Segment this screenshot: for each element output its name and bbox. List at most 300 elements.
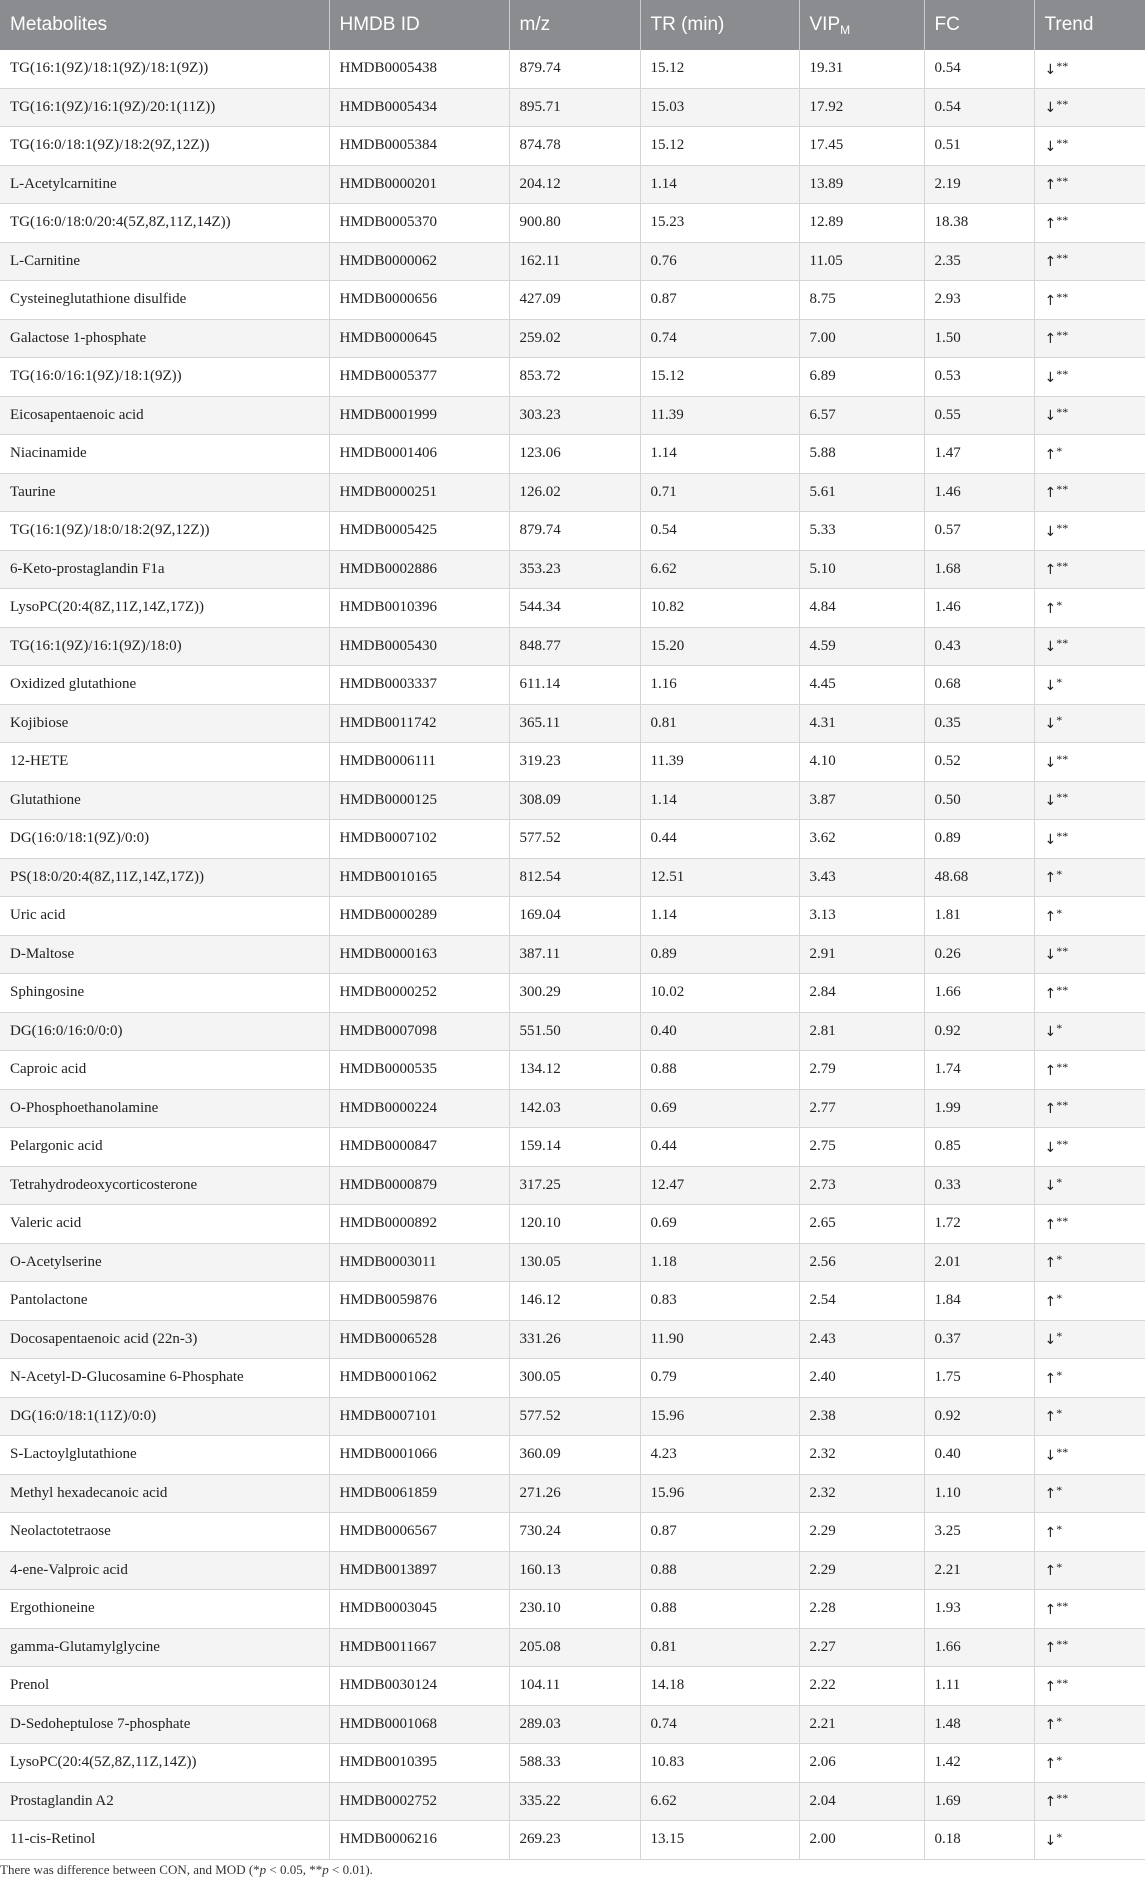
hmdb-id-cell: HMDB0006567 [329,1513,509,1552]
footnote-p1-rest: < 0.05, [266,1862,310,1877]
tr-cell: 0.74 [640,319,799,358]
mz-cell: 879.74 [509,512,640,551]
fc-cell: 1.50 [924,319,1034,358]
significance-stars: ** [1056,58,1069,73]
vip-cell: 4.10 [799,743,924,782]
hmdb-id-cell: HMDB0001406 [329,435,509,474]
vip-cell: 2.43 [799,1320,924,1359]
header-vip-subscript: M [840,22,851,37]
fc-cell: 0.40 [924,1436,1034,1475]
trend-cell [1034,1590,1145,1629]
table-row [0,512,1145,551]
table-row [0,820,1145,859]
vip-cell: 2.29 [799,1551,924,1590]
mz-cell: 874.78 [509,127,640,166]
up-arrow-icon: ↑ [1044,1409,1057,1426]
hmdb-id-cell: HMDB0000125 [329,781,509,820]
tr-cell: 1.14 [640,897,799,936]
fc-cell: 2.19 [924,165,1034,204]
trend-cell [1034,743,1145,782]
fc-cell: 0.55 [924,396,1034,435]
significance-stars: ** [1056,212,1069,227]
hmdb-id-cell: HMDB0010165 [329,858,509,897]
metabolite-cell: Uric acid [0,897,329,936]
fc-cell: 2.93 [924,281,1034,320]
vip-cell: 2.81 [799,1012,924,1051]
significance-stars: ** [1056,790,1069,805]
fc-cell: 0.18 [924,1821,1034,1860]
fc-cell: 0.33 [924,1166,1034,1205]
vip-cell: 2.04 [799,1782,924,1821]
trend-cell [1034,858,1145,897]
up-arrow-icon: ↑ [1044,1601,1057,1618]
tr-cell: 1.18 [640,1243,799,1282]
metabolite-cell: LysoPC(20:4(5Z,8Z,11Z,14Z)) [0,1744,329,1783]
trend-cell [1034,242,1145,281]
significance-stars: ** [1056,135,1069,150]
down-arrow-icon: ↓ [1044,1024,1057,1041]
tr-cell: 0.87 [640,281,799,320]
header-tr: TR (min) [640,0,799,50]
trend-cell [1034,1282,1145,1321]
up-arrow-icon: ↑ [1044,292,1057,309]
vip-cell: 6.57 [799,396,924,435]
metabolite-cell: D-Sedoheptulose 7-phosphate [0,1705,329,1744]
mz-cell: 269.23 [509,1821,640,1860]
table-row [0,1821,1145,1860]
table-row [0,1590,1145,1629]
significance-stars: ** [1056,1059,1069,1074]
fc-cell: 2.35 [924,242,1034,281]
metabolite-cell: O-Acetylserine [0,1243,329,1282]
significance-stars: * [1056,1483,1063,1498]
footnote-p2-rest: < 0.01). [328,1862,373,1877]
mz-cell: 134.12 [509,1051,640,1090]
hmdb-id-cell: HMDB0010395 [329,1744,509,1783]
trend-cell [1034,781,1145,820]
vip-cell: 5.88 [799,435,924,474]
table-row [0,1282,1145,1321]
hmdb-id-cell: HMDB0003011 [329,1243,509,1282]
tr-cell: 1.14 [640,165,799,204]
down-arrow-icon: ↓ [1044,1447,1057,1464]
trend-cell [1034,1782,1145,1821]
metabolite-cell: Pantolactone [0,1282,329,1321]
vip-cell: 13.89 [799,165,924,204]
hmdb-id-cell: HMDB0011667 [329,1628,509,1667]
trend-cell [1034,512,1145,551]
vip-cell: 8.75 [799,281,924,320]
significance-stars: * [1056,597,1063,612]
fc-cell: 48.68 [924,858,1034,897]
tr-cell: 15.12 [640,50,799,88]
significance-stars: ** [1056,97,1069,112]
fc-cell: 0.89 [924,820,1034,859]
header-vip-text: VIP [809,13,841,35]
mz-cell: 588.33 [509,1744,640,1783]
trend-cell [1034,1397,1145,1436]
mz-cell: 259.02 [509,319,640,358]
mz-cell: 879.74 [509,50,640,88]
mz-cell: 331.26 [509,1320,640,1359]
vip-cell: 5.33 [799,512,924,551]
hmdb-id-cell: HMDB0000163 [329,935,509,974]
hmdb-id-cell: HMDB0001068 [329,1705,509,1744]
metabolite-cell: D-Maltose [0,935,329,974]
mz-cell: 123.06 [509,435,640,474]
vip-cell: 5.10 [799,550,924,589]
table-row [0,1359,1145,1398]
vip-cell: 2.91 [799,935,924,974]
metabolite-cell: DG(16:0/18:1(11Z)/0:0) [0,1397,329,1436]
hmdb-id-cell: HMDB0003045 [329,1590,509,1629]
trend-cell [1034,820,1145,859]
header-row [0,0,1145,50]
hmdb-id-cell: HMDB0000251 [329,473,509,512]
trend-cell [1034,1474,1145,1513]
hmdb-id-cell: HMDB0013897 [329,1551,509,1590]
trend-cell [1034,435,1145,474]
vip-cell: 6.89 [799,358,924,397]
header-trend: Trend [1034,0,1145,50]
tr-cell: 15.96 [640,1397,799,1436]
mz-cell: 365.11 [509,704,640,743]
significance-stars: ** [1056,1637,1069,1652]
tr-cell: 1.14 [640,781,799,820]
vip-cell: 7.00 [799,319,924,358]
mz-cell: 169.04 [509,897,640,936]
tr-cell: 0.88 [640,1590,799,1629]
significance-stars: ** [1056,982,1069,997]
trend-cell [1034,1821,1145,1860]
down-arrow-icon: ↓ [1044,831,1057,848]
hmdb-id-cell: HMDB0002752 [329,1782,509,1821]
table-header [0,0,1145,50]
mz-cell: 205.08 [509,1628,640,1667]
up-arrow-icon: ↑ [1044,1755,1057,1772]
down-arrow-icon: ↓ [1044,639,1057,656]
mz-cell: 160.13 [509,1551,640,1590]
mz-cell: 126.02 [509,473,640,512]
table-row [0,858,1145,897]
table-row [0,1012,1145,1051]
table-row [0,435,1145,474]
significance-stars: * [1056,1752,1063,1767]
trend-cell [1034,1551,1145,1590]
vip-cell: 2.28 [799,1590,924,1629]
metabolite-cell: DG(16:0/16:0/0:0) [0,1012,329,1051]
hmdb-id-cell: HMDB0001066 [329,1436,509,1475]
up-arrow-icon: ↑ [1044,1717,1057,1734]
table-row [0,242,1145,281]
tr-cell: 1.16 [640,666,799,705]
down-arrow-icon: ↓ [1044,947,1057,964]
fc-cell: 1.48 [924,1705,1034,1744]
trend-cell [1034,1705,1145,1744]
mz-cell: 204.12 [509,165,640,204]
fc-cell: 2.01 [924,1243,1034,1282]
tr-cell: 1.14 [640,435,799,474]
vip-cell: 2.75 [799,1128,924,1167]
vip-cell: 19.31 [799,50,924,88]
table-row [0,396,1145,435]
mz-cell: 146.12 [509,1282,640,1321]
fc-cell: 1.75 [924,1359,1034,1398]
tr-cell: 0.69 [640,1089,799,1128]
tr-cell: 0.74 [640,1705,799,1744]
trend-cell [1034,1089,1145,1128]
metabolite-cell: Tetrahydrodeoxycorticosterone [0,1166,329,1205]
tr-cell: 0.44 [640,820,799,859]
mz-cell: 300.05 [509,1359,640,1398]
vip-cell: 11.05 [799,242,924,281]
up-arrow-icon: ↑ [1044,331,1057,348]
metabolite-cell: S-Lactoylglutathione [0,1436,329,1475]
vip-cell: 2.54 [799,1282,924,1321]
table-row [0,781,1145,820]
metabolite-cell: Oxidized glutathione [0,666,329,705]
significance-stars: ** [1056,520,1069,535]
trend-cell [1034,319,1145,358]
hmdb-id-cell: HMDB0005377 [329,358,509,397]
table-row [0,1051,1145,1090]
trend-cell [1034,1243,1145,1282]
vip-cell: 2.22 [799,1667,924,1706]
footnote-star1: * [253,1862,260,1877]
trend-cell [1034,1012,1145,1051]
tr-cell: 11.39 [640,396,799,435]
fc-cell: 1.11 [924,1667,1034,1706]
fc-cell: 0.92 [924,1397,1034,1436]
table-row [0,1551,1145,1590]
metabolite-cell: 4-ene-Valproic acid [0,1551,329,1590]
mz-cell: 142.03 [509,1089,640,1128]
fc-cell: 1.99 [924,1089,1034,1128]
significance-stars: ** [1056,636,1069,651]
hmdb-id-cell: HMDB0011742 [329,704,509,743]
down-arrow-icon: ↓ [1044,408,1057,425]
fc-cell: 1.46 [924,473,1034,512]
header-mz: m/z [509,0,640,50]
up-arrow-icon: ↑ [1044,1794,1057,1811]
trend-cell [1034,935,1145,974]
hmdb-id-cell: HMDB0005430 [329,627,509,666]
metabolite-cell: Glutathione [0,781,329,820]
tr-cell: 15.96 [640,1474,799,1513]
fc-cell: 0.35 [924,704,1034,743]
trend-cell [1034,974,1145,1013]
table-row [0,281,1145,320]
mz-cell: 730.24 [509,1513,640,1552]
down-arrow-icon: ↓ [1044,716,1057,733]
metabolite-cell: Prenol [0,1667,329,1706]
tr-cell: 0.83 [640,1282,799,1321]
table-row [0,1667,1145,1706]
tr-cell: 0.54 [640,512,799,551]
trend-cell [1034,704,1145,743]
vip-cell: 4.45 [799,666,924,705]
tr-cell: 0.81 [640,1628,799,1667]
fc-cell: 1.66 [924,974,1034,1013]
down-arrow-icon: ↓ [1044,793,1057,810]
significance-stars: * [1056,1290,1063,1305]
metabolite-cell: 12-HETE [0,743,329,782]
vip-cell: 2.21 [799,1705,924,1744]
up-arrow-icon: ↑ [1044,908,1057,925]
fc-cell: 0.50 [924,781,1034,820]
footnote-p1: p [259,1862,267,1877]
hmdb-id-cell: HMDB0000289 [329,897,509,936]
up-arrow-icon: ↑ [1044,1640,1057,1657]
metabolite-cell: Caproic acid [0,1051,329,1090]
tr-cell: 0.44 [640,1128,799,1167]
vip-cell: 17.45 [799,127,924,166]
hmdb-id-cell: HMDB0007098 [329,1012,509,1051]
table-row [0,1243,1145,1282]
trend-cell [1034,396,1145,435]
hmdb-id-cell: HMDB0000892 [329,1205,509,1244]
up-arrow-icon: ↑ [1044,1524,1057,1541]
mz-cell: 104.11 [509,1667,640,1706]
metabolite-cell: Pelargonic acid [0,1128,329,1167]
up-arrow-icon: ↑ [1044,1486,1057,1503]
tr-cell: 12.47 [640,1166,799,1205]
tr-cell: 13.15 [640,1821,799,1860]
table-row [0,1744,1145,1783]
mz-cell: 387.11 [509,935,640,974]
vip-cell: 3.87 [799,781,924,820]
significance-stars: * [1056,867,1063,882]
metabolite-cell: Galactose 1-phosphate [0,319,329,358]
trend-cell [1034,127,1145,166]
vip-cell: 2.65 [799,1205,924,1244]
footnote-p2: p [322,1862,329,1877]
significance-stars: ** [1056,1675,1069,1690]
table-row [0,589,1145,628]
hmdb-id-cell: HMDB0007101 [329,1397,509,1436]
vip-cell: 4.31 [799,704,924,743]
fc-cell: 3.25 [924,1513,1034,1552]
trend-cell [1034,88,1145,127]
tr-cell: 11.90 [640,1320,799,1359]
fc-cell: 18.38 [924,204,1034,243]
fc-cell: 1.81 [924,897,1034,936]
metabolite-cell: DG(16:0/18:1(9Z)/0:0) [0,820,329,859]
down-arrow-icon: ↓ [1044,61,1057,78]
metabolite-cell: Ergothioneine [0,1590,329,1629]
hmdb-id-cell: HMDB0006216 [329,1821,509,1860]
hmdb-id-cell: HMDB0000656 [329,281,509,320]
metabolite-cell: LysoPC(20:4(8Z,11Z,14Z,17Z)) [0,589,329,628]
table-row [0,1320,1145,1359]
header-metabolites: Metabolites [0,0,329,50]
tr-cell: 10.02 [640,974,799,1013]
hmdb-id-cell: HMDB0000645 [329,319,509,358]
table-row [0,1089,1145,1128]
vip-cell: 2.32 [799,1436,924,1475]
significance-stars: ** [1056,289,1069,304]
tr-cell: 0.79 [640,1359,799,1398]
fc-cell: 0.54 [924,50,1034,88]
up-arrow-icon: ↑ [1044,870,1057,887]
fc-cell: 1.84 [924,1282,1034,1321]
mz-cell: 308.09 [509,781,640,820]
hmdb-id-cell: HMDB0005370 [329,204,509,243]
mz-cell: 317.25 [509,1166,640,1205]
metabolite-cell: Eicosapentaenoic acid [0,396,329,435]
tr-cell: 14.18 [640,1667,799,1706]
mz-cell: 335.22 [509,1782,640,1821]
fc-cell: 0.57 [924,512,1034,551]
trend-cell [1034,1436,1145,1475]
table-row [0,1128,1145,1167]
down-arrow-icon: ↓ [1044,523,1057,540]
vip-cell: 2.00 [799,1821,924,1860]
table-row [0,165,1145,204]
mz-cell: 289.03 [509,1705,640,1744]
mz-cell: 427.09 [509,281,640,320]
metabolite-cell: TG(16:0/18:0/20:4(5Z,8Z,11Z,14Z)) [0,204,329,243]
hmdb-id-cell: HMDB0005425 [329,512,509,551]
significance-stars: ** [1056,828,1069,843]
significance-stars: * [1056,1021,1063,1036]
tr-cell: 15.12 [640,358,799,397]
down-arrow-icon: ↓ [1044,1178,1057,1195]
tr-cell: 15.12 [640,127,799,166]
fc-cell: 1.42 [924,1744,1034,1783]
mz-cell: 848.77 [509,627,640,666]
vip-cell: 2.84 [799,974,924,1013]
significance-stars: ** [1056,559,1069,574]
significance-stars: ** [1056,482,1069,497]
up-arrow-icon: ↑ [1044,985,1057,1002]
hmdb-id-cell: HMDB0000847 [329,1128,509,1167]
down-arrow-icon: ↓ [1044,1332,1057,1349]
metabolite-cell: TG(16:1(9Z)/18:0/18:2(9Z,12Z)) [0,512,329,551]
trend-cell [1034,281,1145,320]
table-row [0,627,1145,666]
trend-cell [1034,1513,1145,1552]
up-arrow-icon: ↑ [1044,215,1057,232]
significance-stars: ** [1056,1444,1069,1459]
tr-cell: 10.83 [640,1744,799,1783]
mz-cell: 300.29 [509,974,640,1013]
metabolite-cell: Taurine [0,473,329,512]
metabolite-cell: Kojibiose [0,704,329,743]
trend-cell [1034,204,1145,243]
mz-cell: 895.71 [509,88,640,127]
tr-cell: 15.20 [640,627,799,666]
tr-cell: 0.89 [640,935,799,974]
vip-cell: 2.06 [799,1744,924,1783]
trend-cell [1034,1667,1145,1706]
tr-cell: 0.81 [640,704,799,743]
vip-cell: 3.62 [799,820,924,859]
header-vip [799,0,924,50]
fc-cell: 0.92 [924,1012,1034,1051]
fc-cell: 0.52 [924,743,1034,782]
metabolite-cell: Prostaglandin A2 [0,1782,329,1821]
table-body [0,50,1145,1859]
trend-cell [1034,589,1145,628]
mz-cell: 551.50 [509,1012,640,1051]
table-row [0,319,1145,358]
fc-cell: 0.54 [924,88,1034,127]
significance-stars: * [1056,1521,1063,1536]
fc-cell: 1.46 [924,589,1034,628]
vip-cell: 2.77 [799,1089,924,1128]
tr-cell: 11.39 [640,743,799,782]
